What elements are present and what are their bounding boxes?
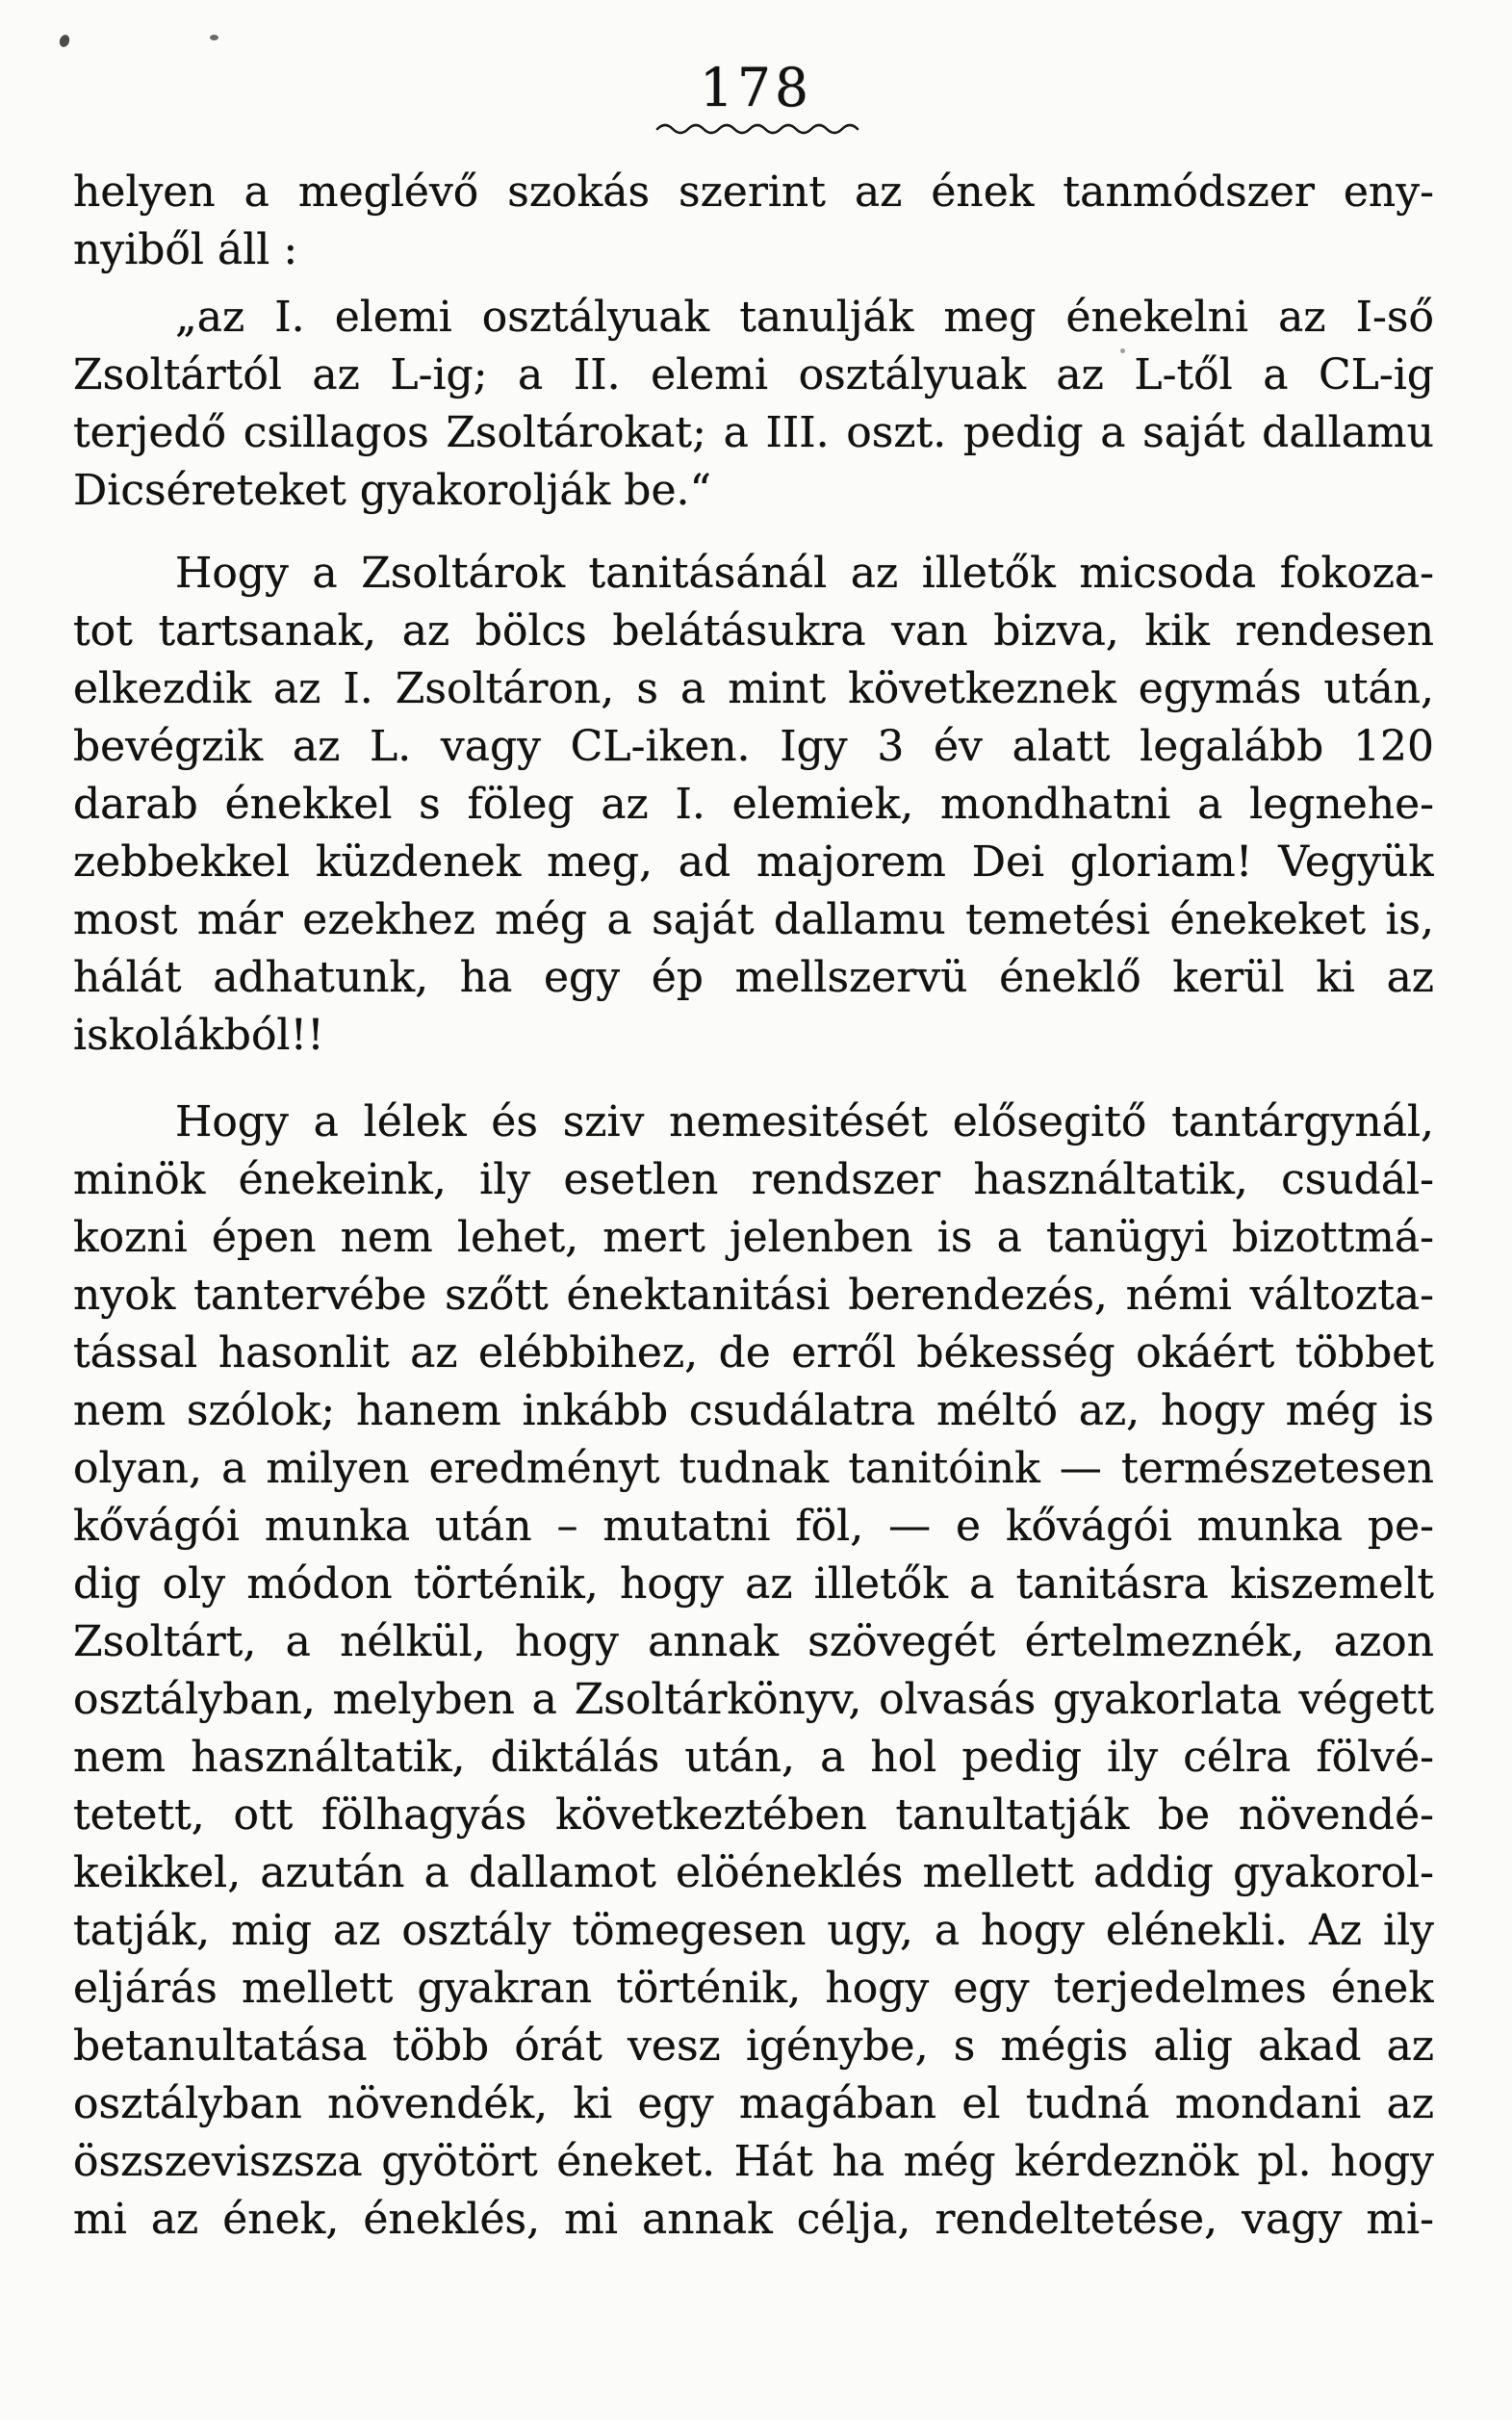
text-line: tot tartsanak, az bölcs belátásukra van bizva, kik rendesen xyxy=(73,606,1434,656)
text-line: nem használtatik, diktálás után, a hol pedig ily célra fölvé- xyxy=(73,1733,1434,1782)
text-line: tetett, ott fölhagyás következtében tanultatják be növendé- xyxy=(73,1790,1434,1840)
text-line: nyok tantervébe szőtt énektanitási berendezés, némi változta- xyxy=(73,1271,1434,1320)
scan-speck xyxy=(210,35,218,40)
text-line: tással hasonlit az elébbihez, de erről békesség okáért többet xyxy=(73,1328,1434,1377)
body-text xyxy=(73,164,1434,2249)
text-line: osztályban, melyben a Zsoltárkönyv, olvasás gyakorlata végett xyxy=(73,1675,1434,1724)
text-line: bevégzik az L. vagy CL-iken. Igy 3 év alatt legalább 120 xyxy=(73,722,1434,771)
text-line: helyen a meglévő szokás szerint az ének tanmódszer eny- xyxy=(73,167,1434,217)
text-line: minök énekeink, ily esetlen rendszer használtatik, csudál- xyxy=(73,1155,1434,1204)
text-line: Hogy a lélek és sziv nemesitését elősegitő tantárgynál, xyxy=(175,1097,1434,1146)
text-line: Zsoltártól az L-ig; a II. elemi osztályuak az L-től a CL-ig xyxy=(73,350,1434,399)
text-line: dig oly módon történik, hogy az illetők a tanitásra kiszemelt xyxy=(73,1559,1434,1609)
text-line: eljárás mellett gyakran történik, hogy egy terjedelmes ének xyxy=(73,1964,1434,2013)
text-line: kővágói munka után – mutatni föl, — e kővágói munka pe- xyxy=(73,1502,1434,1551)
text-line: Hogy a Zsoltárok tanitásánál az illetők micsoda fokoza- xyxy=(175,549,1434,598)
text-line: kozni épen nem lehet, mert jelenben is a tanügyi bizottmá- xyxy=(73,1213,1434,1262)
paragraph xyxy=(73,289,1434,520)
text-line: terjedő csillagos Zsoltárokat; a III. oszt. pedig a saját dallamu xyxy=(73,408,1434,457)
text-line: most már ezekhez még a saját dallamu temetési énekeket is, xyxy=(73,895,1434,944)
wavy-rule-ornament xyxy=(653,120,859,136)
text-line: osztályban növendék, ki egy magában el tudná mondani az xyxy=(73,2079,1434,2128)
page-header xyxy=(0,57,1512,136)
text-line: darab énekkel s föleg az I. elemiek, mondhatni a legnehe- xyxy=(73,780,1434,829)
text-line: Dicséreteket gyakorolják be.“ xyxy=(73,466,711,515)
text-line: Zsoltárt, a nélkül, hogy annak szövegét értelmeznék, azon xyxy=(73,1617,1434,1666)
text-line: iskolákból!! xyxy=(73,1011,324,1060)
text-line: nyiből áll : xyxy=(73,225,298,274)
page-number: 178 xyxy=(700,57,812,118)
text-line: hálát adhatunk, ha egy ép mellszervü éneklő kerül ki az xyxy=(73,953,1434,1002)
paragraph xyxy=(73,1094,1434,2249)
paragraph xyxy=(73,545,1434,1065)
text-line: „az I. elemi osztályuak tanulják meg énekelni az I-ső xyxy=(175,293,1434,342)
text-line: zebbekkel küzdenek meg, ad majorem Dei gloriam! Vegyük xyxy=(73,837,1434,887)
text-line: öszszeviszsza gyötört éneket. Hát ha még kérdeznök pl. hogy xyxy=(73,2137,1434,2186)
text-line: keikkel, azután a dallamot elöéneklés mellett addig gyakorol- xyxy=(73,1848,1434,1897)
text-line: mi az ének, éneklés, mi annak célja, rendeltetése, vagy mi- xyxy=(73,2195,1434,2244)
text-line: nem szólok; hanem inkább csudálatra méltó az, hogy még is xyxy=(73,1386,1434,1435)
text-line: tatják, mig az osztály tömegesen ugy, a hogy elénekli. Az ily xyxy=(73,1906,1434,1955)
text-line: elkezdik az I. Zsoltáron, s a mint következnek egymás után, xyxy=(73,664,1434,713)
scan-speck xyxy=(58,34,71,49)
paragraph xyxy=(73,164,1434,279)
text-line: betanultatása több órát vesz igénybe, s mégis alig akad az xyxy=(73,2021,1434,2071)
text-line: olyan, a milyen eredményt tudnak tanitóink — természetesen xyxy=(73,1444,1434,1493)
